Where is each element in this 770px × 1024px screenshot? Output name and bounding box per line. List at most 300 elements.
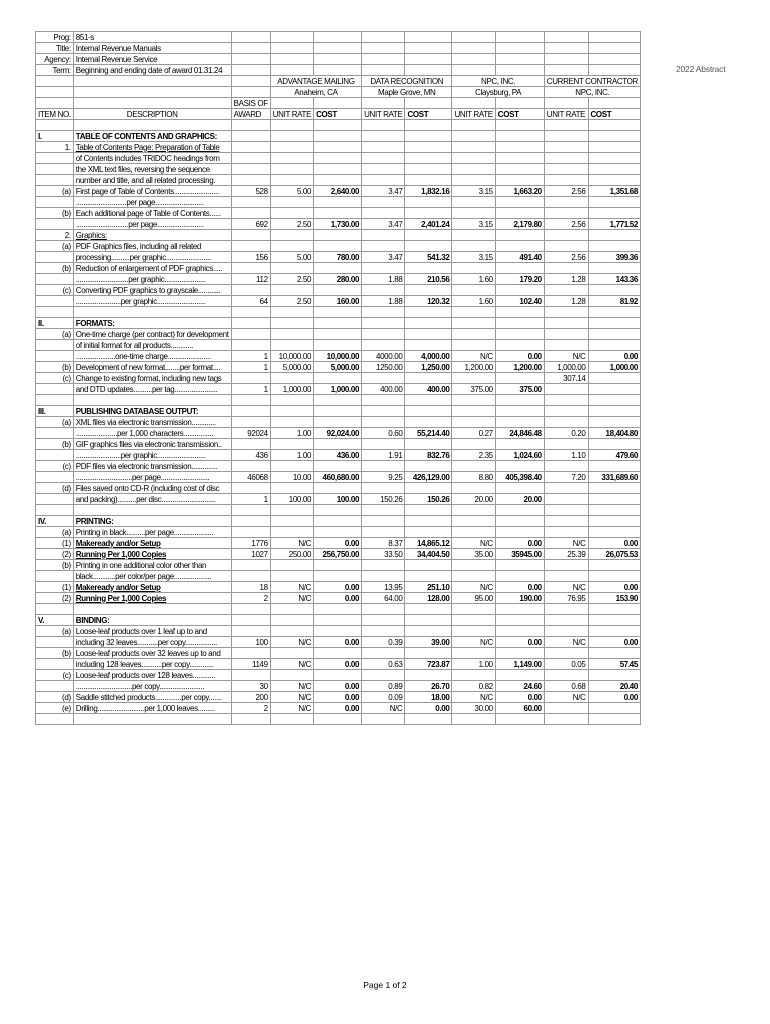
unit-rate-cell: 5.00	[270, 252, 313, 263]
unit-rate-cell	[270, 406, 313, 417]
cost-cell: 460,680.00	[314, 472, 362, 483]
unit-rate-cell	[544, 120, 588, 131]
cost-cell: 331,689.60	[588, 472, 640, 483]
basis-of-award	[231, 527, 270, 538]
cost-cell	[495, 131, 544, 142]
item-description: Makeready and/or Setup	[73, 538, 231, 549]
unit-rate-cell	[544, 604, 588, 615]
basis-of-award	[231, 329, 270, 340]
description-row	[36, 626, 641, 637]
basis-of-award	[231, 142, 270, 153]
cost-cell: 100.00	[314, 494, 362, 505]
unit-rate-cell: N/C	[544, 692, 588, 703]
cost-cell	[495, 373, 544, 384]
cost-cell	[314, 142, 362, 153]
item-no: II.	[36, 318, 74, 329]
cost-cell	[314, 373, 362, 384]
basis-of-award: 528	[231, 186, 270, 197]
cost-cell: 2,640.00	[314, 186, 362, 197]
cost-cell	[588, 120, 640, 131]
cost-cell	[405, 604, 452, 615]
basis-of-award	[231, 571, 270, 582]
cost-cell: 436.00	[314, 450, 362, 461]
description-row	[36, 241, 641, 252]
unit-rate-cell: 0.27	[452, 428, 495, 439]
cost-cell	[495, 395, 544, 406]
page-number: Page 1 of 2	[363, 980, 407, 990]
unit-rate-cell: 1.88	[362, 296, 405, 307]
cost-cell	[405, 406, 452, 417]
cost-cell	[495, 714, 544, 725]
meta-row	[36, 32, 641, 43]
unit-rate-cell	[362, 175, 405, 186]
item-description: Drilling.........................per 1,000 leaves.........	[73, 703, 231, 714]
unit-rate-cell	[544, 714, 588, 725]
cost-cell	[405, 208, 452, 219]
unit-rate-cell	[452, 516, 495, 527]
unit-rate-cell: 25.39	[544, 549, 588, 560]
meta-value: Beginning and ending date of award 01.31.24	[73, 65, 231, 76]
item-description: Development of new format........per format....	[73, 362, 231, 373]
basis-of-award	[231, 175, 270, 186]
cost-cell	[405, 439, 452, 450]
unit-rate-cell	[362, 571, 405, 582]
cost-cell: 400.00	[405, 384, 452, 395]
cost-cell	[495, 461, 544, 472]
unit-rate-cell	[270, 241, 313, 252]
item-no	[36, 714, 74, 725]
table-row	[36, 549, 641, 560]
table-row	[36, 703, 641, 714]
item-no: (a)	[36, 626, 74, 637]
unit-rate-cell: 1.00	[270, 428, 313, 439]
unit-rate-cell	[270, 175, 313, 186]
cost-cell	[588, 494, 640, 505]
unit-rate-cell	[452, 120, 495, 131]
cost-cell	[588, 395, 640, 406]
item-description: Printing in black..........per page.....................	[73, 527, 231, 538]
cost-cell	[405, 175, 452, 186]
table-row	[36, 450, 641, 461]
unit-rate-cell: 1.60	[452, 274, 495, 285]
meta-row	[36, 54, 641, 65]
unit-rate-cell	[270, 615, 313, 626]
item-no: (2)	[36, 549, 74, 560]
table-row	[36, 186, 641, 197]
unit-rate-cell: N/C	[544, 351, 588, 362]
item-description: ............................per page.........................	[73, 219, 231, 230]
unit-rate-cell	[452, 615, 495, 626]
item-no	[36, 340, 74, 351]
item-no	[36, 472, 74, 483]
meta-label: Agency:	[36, 54, 74, 65]
item-no: (a)	[36, 329, 74, 340]
section-row	[36, 406, 641, 417]
cost-cell	[495, 670, 544, 681]
cost-cell	[495, 307, 544, 318]
unit-rate-cell	[270, 505, 313, 516]
cost-cell: 491.40	[495, 252, 544, 263]
description-row	[36, 153, 641, 164]
item-description: Printing in one additional color other than	[73, 560, 231, 571]
basis-of-header: BASIS OF	[231, 98, 270, 109]
item-description: Files saved onto CD-R (including cost of disc	[73, 483, 231, 494]
unit-rate-header: UNIT RATE	[362, 109, 405, 120]
header-row	[36, 98, 641, 109]
item-description	[73, 395, 231, 406]
unit-rate-cell	[452, 307, 495, 318]
cost-cell	[588, 307, 640, 318]
cost-cell: 780.00	[314, 252, 362, 263]
cost-cell: 375.00	[495, 384, 544, 395]
item-description	[73, 714, 231, 725]
item-no	[36, 395, 74, 406]
item-description: Makeready and/or Setup	[73, 582, 231, 593]
description-row	[36, 417, 641, 428]
table-row	[36, 252, 641, 263]
unit-rate-cell: N/C	[452, 637, 495, 648]
unit-rate-cell	[452, 373, 495, 384]
item-description: of initial format for all products............	[73, 340, 231, 351]
section-title: FORMATS:	[73, 318, 231, 329]
cost-cell: 81.92	[588, 296, 640, 307]
unit-rate-cell: 1.60	[452, 296, 495, 307]
table-row	[36, 637, 641, 648]
unit-rate-cell: 2.50	[270, 274, 313, 285]
table-row	[36, 274, 641, 285]
item-no: (c)	[36, 285, 74, 296]
abstract-label: 2022 Abstract	[676, 64, 726, 74]
description-row	[36, 670, 641, 681]
basis-of-award: 112	[231, 274, 270, 285]
basis-of-award: 156	[231, 252, 270, 263]
unit-rate-cell: 35.00	[452, 549, 495, 560]
unit-rate-cell: 5,000.00	[270, 362, 313, 373]
cost-cell: 55,214.40	[405, 428, 452, 439]
unit-rate-header: UNIT RATE	[452, 109, 495, 120]
unit-rate-cell	[544, 516, 588, 527]
cost-cell	[314, 604, 362, 615]
cost-cell: 210.56	[405, 274, 452, 285]
unit-rate-cell: N/C	[270, 659, 313, 670]
cost-cell	[314, 714, 362, 725]
table-row	[36, 373, 641, 384]
vendor-name: DATA RECOGNITION	[362, 76, 452, 87]
unit-rate-cell	[362, 648, 405, 659]
cost-cell: 0.00	[495, 582, 544, 593]
unit-rate-cell	[270, 373, 313, 384]
cost-cell	[314, 318, 362, 329]
cost-cell: 1,663.20	[495, 186, 544, 197]
cost-cell	[405, 461, 452, 472]
unit-rate-cell	[362, 373, 405, 384]
unit-rate-cell	[452, 285, 495, 296]
cost-cell	[495, 197, 544, 208]
unit-rate-cell	[270, 516, 313, 527]
cost-cell	[588, 340, 640, 351]
cost-cell	[405, 263, 452, 274]
vendor-location: Maple Grove, MN	[362, 87, 452, 98]
item-no: (b)	[36, 648, 74, 659]
section-title: PRINTING:	[73, 516, 231, 527]
item-description: Saddle stitched products..............per copy.......	[73, 692, 231, 703]
unit-rate-cell	[362, 670, 405, 681]
cost-cell	[405, 153, 452, 164]
unit-rate-cell: 3.15	[452, 219, 495, 230]
unit-rate-cell	[270, 527, 313, 538]
cost-cell	[314, 175, 362, 186]
basis-of-award	[231, 263, 270, 274]
meta-value: 851-s	[73, 32, 231, 43]
basis-of-award: 200	[231, 692, 270, 703]
cost-cell: 2,179.80	[495, 219, 544, 230]
cost-cell	[314, 241, 362, 252]
basis-of-award	[231, 307, 270, 318]
cost-cell: 1,250.00	[405, 362, 452, 373]
cost-cell: 153.90	[588, 593, 640, 604]
unit-rate-cell: 0.05	[544, 659, 588, 670]
unit-rate-cell	[362, 153, 405, 164]
unit-rate-cell: 1.28	[544, 296, 588, 307]
cost-cell	[588, 131, 640, 142]
unit-rate-cell	[362, 285, 405, 296]
unit-rate-cell: 1250.00	[362, 362, 405, 373]
cost-header: COST	[588, 109, 640, 120]
cost-cell	[405, 648, 452, 659]
cost-cell	[588, 604, 640, 615]
unit-rate-cell	[362, 604, 405, 615]
unit-rate-cell	[544, 703, 588, 714]
unit-rate-cell	[270, 626, 313, 637]
meta-value: Internal Revenue Manuals	[73, 43, 231, 54]
item-description: First page of Table of Contents........................	[73, 186, 231, 197]
unit-rate-cell	[544, 560, 588, 571]
cost-cell	[495, 483, 544, 494]
unit-rate-cell	[452, 670, 495, 681]
unit-rate-cell: 307.14	[544, 373, 588, 384]
cost-cell: 479.60	[588, 450, 640, 461]
item-description	[73, 307, 231, 318]
cost-cell	[588, 571, 640, 582]
cost-cell	[314, 560, 362, 571]
item-description: and DTD updates..........per tag.......................	[73, 384, 231, 395]
unit-rate-cell: 2.50	[270, 219, 313, 230]
unit-rate-cell	[452, 395, 495, 406]
cost-cell	[314, 208, 362, 219]
item-no	[36, 274, 74, 285]
cost-cell: 256,750.00	[314, 549, 362, 560]
table-row	[36, 384, 641, 395]
unit-rate-cell: 250.00	[270, 549, 313, 560]
unit-rate-cell: 64.00	[362, 593, 405, 604]
unit-rate-cell	[544, 153, 588, 164]
unit-rate-cell	[270, 285, 313, 296]
unit-rate-cell	[362, 230, 405, 241]
description-row	[36, 164, 641, 175]
vendor-name: NPC, INC.	[452, 76, 544, 87]
unit-rate-cell	[362, 120, 405, 131]
basis-of-award: 30	[231, 681, 270, 692]
item-no: (d)	[36, 692, 74, 703]
basis-of-award	[231, 461, 270, 472]
unit-rate-cell: 375.00	[452, 384, 495, 395]
cost-cell	[588, 208, 640, 219]
unit-rate-cell	[544, 230, 588, 241]
item-no: I.	[36, 131, 74, 142]
unit-rate-cell: N/C	[270, 593, 313, 604]
unit-rate-cell	[270, 560, 313, 571]
item-description: Reduction of enlargement of PDF graphics.....	[73, 263, 231, 274]
unit-rate-cell	[452, 604, 495, 615]
cost-cell: 0.00	[314, 637, 362, 648]
item-no: 1.	[36, 142, 74, 153]
item-description: ............................per graphic......................	[73, 274, 231, 285]
item-description: Loose-leaf products over 32 leaves up to and	[73, 648, 231, 659]
item-description: of Contents includes TRIDOC headings from	[73, 153, 231, 164]
item-description: ........................per graphic..........................	[73, 296, 231, 307]
cost-cell: 0.00	[314, 582, 362, 593]
cost-cell	[405, 516, 452, 527]
unit-rate-cell	[452, 571, 495, 582]
unit-rate-cell	[270, 417, 313, 428]
unit-rate-cell: 95.00	[452, 593, 495, 604]
table-row	[36, 593, 641, 604]
cost-cell	[588, 318, 640, 329]
unit-rate-cell	[452, 208, 495, 219]
item-no: IV.	[36, 516, 74, 527]
cost-cell: 1,200.00	[495, 362, 544, 373]
basis-of-award	[231, 340, 270, 351]
item-no	[36, 164, 74, 175]
unit-rate-cell	[452, 241, 495, 252]
unit-rate-cell: 8.80	[452, 472, 495, 483]
unit-rate-cell	[270, 153, 313, 164]
unit-rate-cell	[452, 230, 495, 241]
item-description: Each additional page of Table of Contents......	[73, 208, 231, 219]
cost-cell	[588, 417, 640, 428]
cost-cell	[314, 505, 362, 516]
item-no	[36, 604, 74, 615]
unit-rate-cell: 1.88	[362, 274, 405, 285]
cost-cell	[314, 329, 362, 340]
item-no: (2)	[36, 593, 74, 604]
unit-rate-cell	[544, 131, 588, 142]
unit-rate-cell	[452, 626, 495, 637]
cost-cell: 20.40	[588, 681, 640, 692]
unit-rate-cell	[544, 626, 588, 637]
cost-cell: 0.00	[588, 582, 640, 593]
unit-rate-cell: 3.47	[362, 252, 405, 263]
unit-rate-cell	[452, 164, 495, 175]
basis-of-award	[231, 241, 270, 252]
unit-rate-cell: 1,200.00	[452, 362, 495, 373]
cost-cell: 34,404.50	[405, 549, 452, 560]
cost-cell: 1,730.00	[314, 219, 362, 230]
description-row	[36, 483, 641, 494]
cost-cell	[588, 263, 640, 274]
unit-rate-cell: 0.60	[362, 428, 405, 439]
table-row	[36, 692, 641, 703]
cost-cell	[495, 340, 544, 351]
vendor-location: Claysburg, PA	[452, 87, 544, 98]
item-no: (a)	[36, 417, 74, 428]
unit-rate-cell	[544, 241, 588, 252]
section-title: PUBLISHING DATABASE OUTPUT:	[73, 406, 231, 417]
cost-header: COST	[314, 109, 362, 120]
cost-cell	[405, 670, 452, 681]
item-description	[73, 604, 231, 615]
cost-cell: 0.00	[314, 659, 362, 670]
cost-cell	[405, 131, 452, 142]
cost-cell: 0.00	[588, 351, 640, 362]
basis-of-award	[231, 208, 270, 219]
description-row	[36, 461, 641, 472]
unit-rate-cell	[544, 439, 588, 450]
unit-rate-cell: N/C	[452, 692, 495, 703]
cost-cell	[314, 615, 362, 626]
table-row	[36, 428, 641, 439]
item-description: number and title, and all related processing.	[73, 175, 231, 186]
vendor-location: Anaheim, CA	[270, 87, 361, 98]
cost-cell	[314, 131, 362, 142]
unit-rate-cell	[452, 505, 495, 516]
cost-cell: 102.40	[495, 296, 544, 307]
description-row	[36, 560, 641, 571]
cost-cell	[495, 571, 544, 582]
basis-of-award: 46068	[231, 472, 270, 483]
description-row	[36, 175, 641, 186]
unit-rate-cell: 10,000.00	[270, 351, 313, 362]
cost-cell: 0.00	[588, 692, 640, 703]
description-row	[36, 527, 641, 538]
unit-rate-cell: 150.26	[362, 494, 405, 505]
item-no: V.	[36, 615, 74, 626]
unit-rate-cell	[270, 714, 313, 725]
cost-cell	[588, 516, 640, 527]
description-row	[36, 571, 641, 582]
basis-of-award	[231, 131, 270, 142]
cost-cell: 0.00	[314, 692, 362, 703]
cost-cell	[495, 505, 544, 516]
cost-cell	[495, 417, 544, 428]
unit-rate-cell: 2.56	[544, 186, 588, 197]
unit-rate-header: UNIT RATE	[270, 109, 313, 120]
vendor-name: ADVANTAGE MAILING	[270, 76, 361, 87]
cost-cell	[495, 153, 544, 164]
unit-rate-cell	[544, 307, 588, 318]
description-row	[36, 197, 641, 208]
unit-rate-cell: N/C	[452, 538, 495, 549]
unit-rate-cell	[544, 208, 588, 219]
item-no: (b)	[36, 362, 74, 373]
cost-cell	[405, 318, 452, 329]
unit-rate-cell	[362, 516, 405, 527]
unit-rate-cell	[270, 164, 313, 175]
cost-cell	[314, 120, 362, 131]
cost-cell	[588, 197, 640, 208]
header-row	[36, 109, 641, 120]
cost-cell	[314, 439, 362, 450]
unit-rate-cell	[544, 318, 588, 329]
unit-rate-cell: 20.00	[452, 494, 495, 505]
item-no: (b)	[36, 208, 74, 219]
description-row	[36, 395, 641, 406]
unit-rate-cell	[544, 494, 588, 505]
vendor-location-row	[36, 87, 641, 98]
unit-rate-cell: 9.25	[362, 472, 405, 483]
cost-cell	[405, 120, 452, 131]
cost-cell	[495, 516, 544, 527]
